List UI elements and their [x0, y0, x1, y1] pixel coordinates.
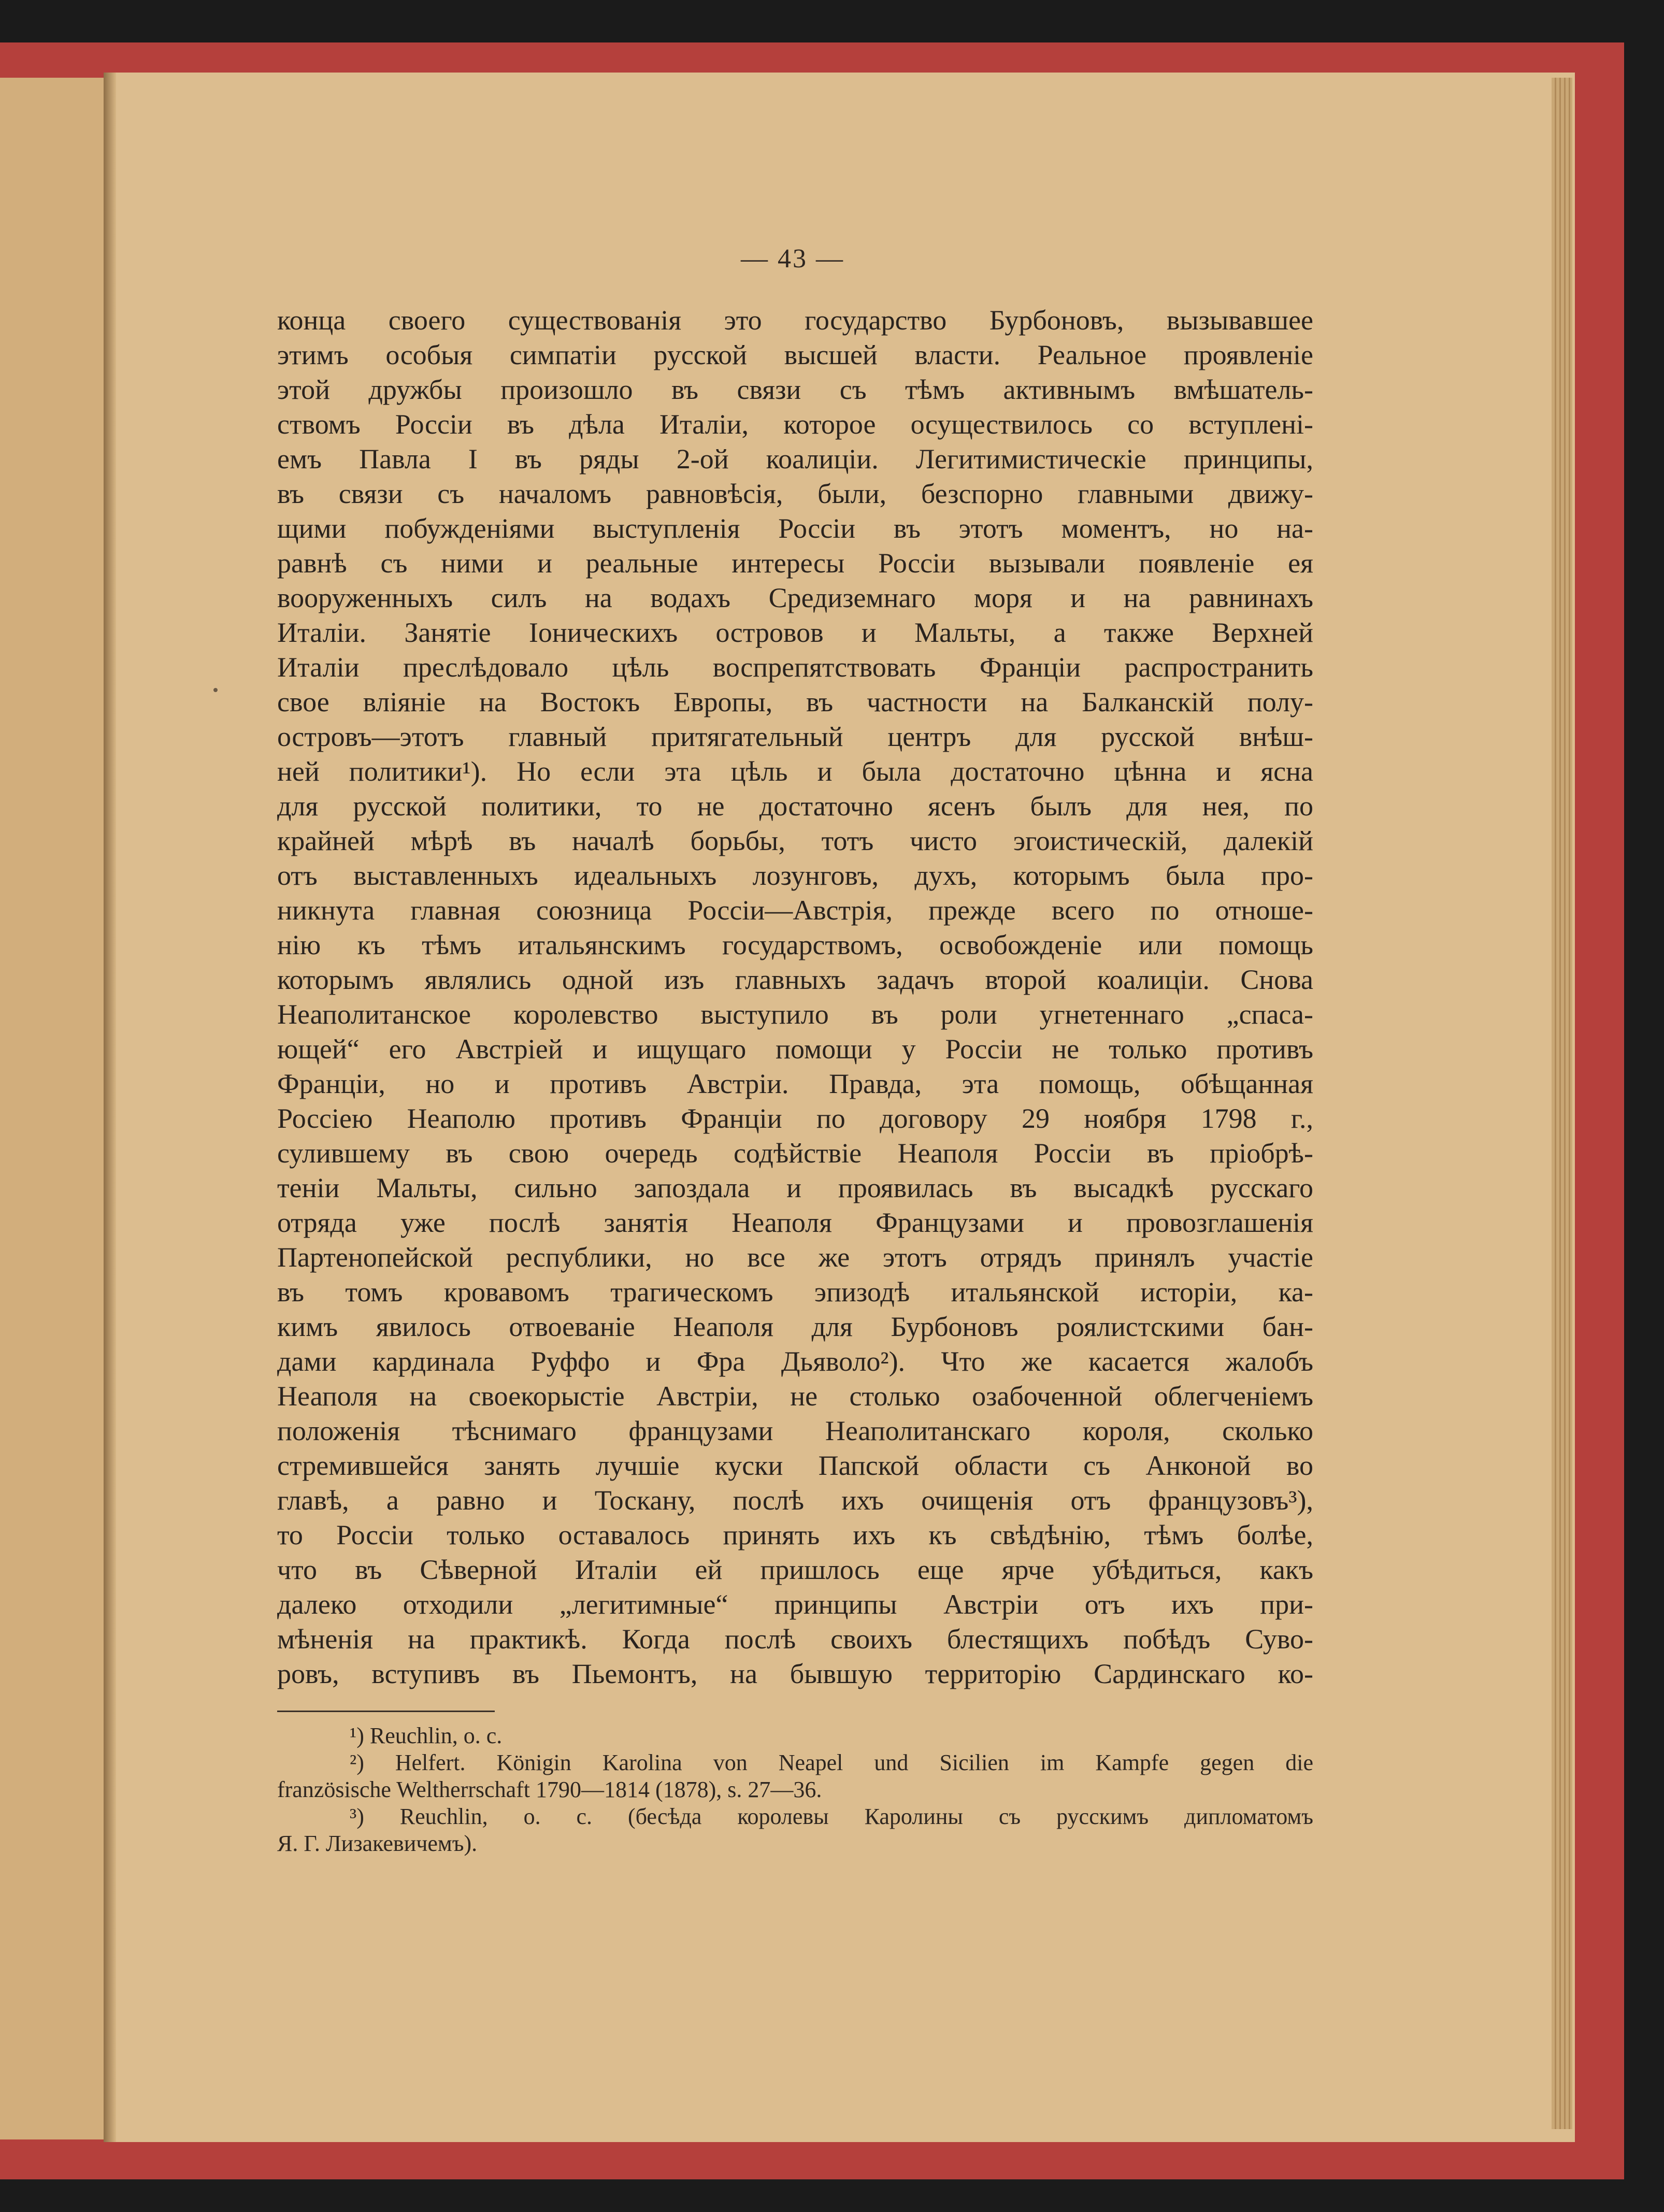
- footnote-line: ²) Helfert. Königin Karolina von Neapel und Sicilien im Kampfe gegen die: [350, 1750, 1313, 1775]
- text-line: нію къ тѣмъ итальянскимъ государствомъ, освобожденіе или помощь: [277, 929, 1313, 960]
- text-line: теніи Мальты, сильно запоздала и проявилась въ высадкѣ русскаго: [277, 1172, 1313, 1203]
- text-line: отъ выставленныхъ идеальныхъ лозунговъ, духъ, которымъ была про-: [277, 860, 1313, 891]
- footnote-separator: [277, 1711, 495, 1712]
- text-line: далеко отходили „легитимные“ принципы Австріи отъ ихъ при-: [277, 1589, 1313, 1620]
- body-text: [277, 303, 1313, 1691]
- text-line: Италіи. Занятіе Іоническихъ островов и Мальты, а также Верхней: [277, 617, 1313, 648]
- text-line: отряда уже послѣ занятія Неаполя Французами и провозглашенія: [277, 1207, 1313, 1238]
- text-line: ровъ, вступивъ въ Пьемонтъ, на бывшую территорію Сардинскаго ко-: [277, 1658, 1313, 1689]
- text-line: дами кардинала Руффо и Фра Дьяволо²). Что же касается жалобъ: [277, 1346, 1313, 1377]
- page-edges: [1552, 78, 1572, 2129]
- text-line: ней политики¹). Но если эта цѣль и была достаточно цѣнна и ясна: [277, 756, 1313, 787]
- text-line: для русской политики, то не достаточно ясенъ былъ для нея, по: [277, 791, 1313, 822]
- text-line: этимъ особыя симпатіи русской высшей власти. Реальное проявленіе: [277, 339, 1313, 370]
- text-line: емъ Павла I въ ряды 2-ой коалиціи. Легитимистическіе принципы,: [277, 443, 1313, 475]
- text-line: кимъ явилось отвоеваніе Неаполя для Бурбоновъ роялистскими бан-: [277, 1311, 1313, 1342]
- text-line: равнѣ съ ними и реальные интересы Россіи вызывали появленіе ея: [277, 548, 1313, 579]
- text-line: мѣненія на практикѣ. Когда послѣ своихъ блестящихъ побѣдъ Суво-: [277, 1624, 1313, 1655]
- footnotes: [277, 1722, 1313, 1857]
- text-line: ствомъ Россіи въ дѣла Италіи, которое осуществилось со вступлені-: [277, 409, 1313, 440]
- text-line: щими побужденіями выступленія Россіи въ этотъ моментъ, но на-: [277, 513, 1313, 544]
- page-gutter: [104, 73, 116, 2142]
- facing-page: [0, 78, 111, 2139]
- text-line: положенія тѣснимаго французами Неаполитанскаго короля, сколько: [277, 1415, 1313, 1446]
- text-line: островъ—этотъ главный притягательный центръ для русской внѣш-: [277, 721, 1313, 752]
- text-line: стремившейся занять лучшіе куски Папской области съ Анконой во: [277, 1450, 1313, 1481]
- text-line: главѣ, а равно и Тоскану, послѣ ихъ очищенія отъ французовъ³),: [277, 1485, 1313, 1516]
- text-line: Франціи, но и противъ Австріи. Правда, эта помощь, обѣщанная: [277, 1068, 1313, 1099]
- footnote-line: Я. Г. Лизакевичемъ).: [277, 1831, 478, 1856]
- text-line: ющей“ его Австріей и ищущаго помощи у Россіи не только противъ: [277, 1033, 1313, 1065]
- text-line: свое вліяніе на Востокъ Европы, въ частности на Балканскій полу-: [277, 686, 1313, 717]
- text-line: Италіи преслѣдовало цѣль воспрепятствовать Франціи распространить: [277, 652, 1313, 683]
- page-number: — 43 —: [741, 244, 844, 274]
- text-line: этой дружбы произошло въ связи съ тѣмъ активнымъ вмѣшатель-: [277, 374, 1313, 405]
- text-line: конца своего существованія это государство Бурбоновъ, вызывавшее: [277, 305, 1313, 336]
- text-line: Неаполя на своекорыстіе Австріи, не столько озабоченной облегченіемъ: [277, 1381, 1313, 1412]
- text-line: сулившему въ свою очередь содѣйствіе Неаполя Россіи въ пріобрѣ-: [277, 1138, 1313, 1169]
- footnote-line: französische Weltherrschaft 1790—1814 (1878), s. 27—36.: [277, 1777, 822, 1802]
- text-line: никнута главная союзница Россіи—Австрія, прежде всего по отноше-: [277, 895, 1313, 926]
- text-line: Неаполитанское королевство выступило въ роли угнетеннаго „спаса-: [277, 999, 1313, 1030]
- text-line: въ томъ кровавомъ трагическомъ эпизодѣ итальянской исторіи, ка-: [277, 1276, 1313, 1308]
- text-line: въ связи съ началомъ равновѣсія, были, безспорно главными движу-: [277, 478, 1313, 509]
- text-line: то Россіи только оставалось принять ихъ къ свѣдѣнію, тѣмъ болѣе,: [277, 1519, 1313, 1550]
- footnote-line: ³) Reuchlin, o. c. (бесѣда королевы Каролины съ русскимъ дипломатомъ: [350, 1804, 1313, 1829]
- text-line: Россіею Неаполю противъ Франціи по договору 29 ноября 1798 г.,: [277, 1103, 1313, 1134]
- paper-speck: [213, 688, 218, 692]
- footnote-line: ¹) Reuchlin, o. c.: [350, 1723, 503, 1748]
- text-line: крайней мѣрѣ въ началѣ борьбы, тотъ чисто эгоистическій, далекій: [277, 825, 1313, 856]
- text-line: что въ Сѣверной Италіи ей пришлось еще ярче убѣдиться, какъ: [277, 1554, 1313, 1585]
- text-line: вооруженныхъ силъ на водахъ Средиземнаго моря и на равнинахъ: [277, 582, 1313, 613]
- text-line: Партенопейской республики, но все же этотъ отрядъ принялъ участіе: [277, 1242, 1313, 1273]
- text-line: которымъ являлись одной изъ главныхъ задачъ второй коалиціи. Снова: [277, 964, 1313, 995]
